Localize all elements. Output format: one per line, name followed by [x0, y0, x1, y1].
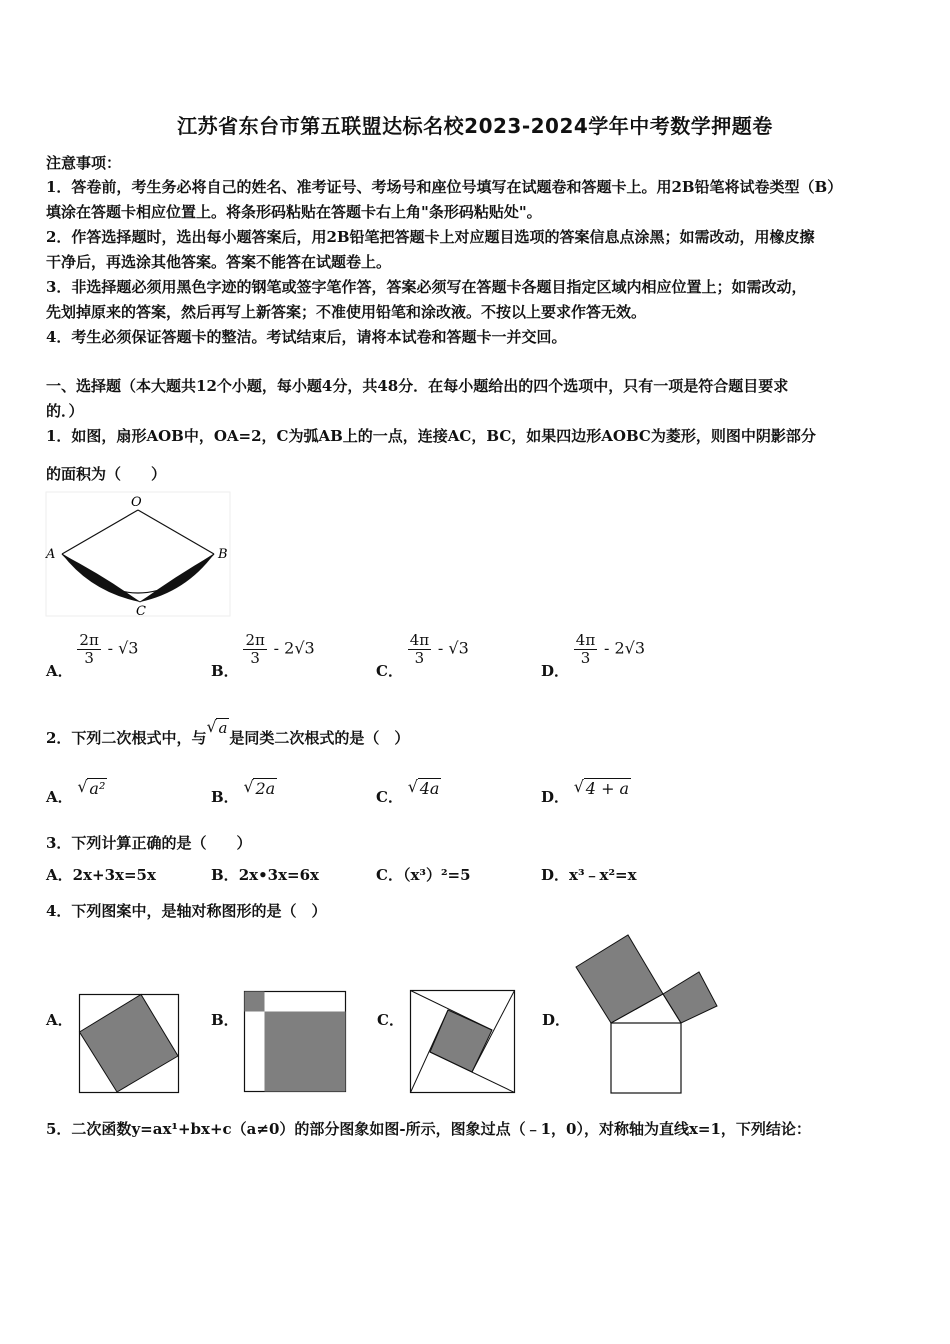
q2-option-a-radicand: a² [89, 779, 106, 798]
notice-line-7: 4．考生必须保证答题卡的整洁。考试结束后，请将本试卷和答题卡一并交回。 [46, 328, 567, 346]
q4-option-d-label[interactable]: D． [542, 1011, 571, 1029]
q2-option-d-label: D． [541, 788, 570, 806]
q3-option-d[interactable] [541, 864, 637, 885]
q1-option-a-rest: - √3 [107, 638, 139, 658]
q1-option-b-numerator: 2π [245, 631, 265, 649]
notice-line-1: 1．答卷前，考生务必将自己的姓名、准考证号、考场号和座位号填写在试题卷和答题卡上。用2B铅笔将试卷类型（B） [46, 178, 843, 196]
q4-option-b-label[interactable]: B． [211, 1011, 239, 1029]
q1-segment-ac [62, 554, 140, 602]
q4-d-right-square [663, 972, 717, 1023]
q4-a-tilted-square [80, 995, 179, 1093]
q1-stem-line-2: 的面积为（ ） [46, 465, 167, 483]
q4-option-a-label[interactable]: A． [46, 1011, 73, 1029]
q3-option-d-text: x³﹣x²=x [569, 866, 637, 884]
q1-option-b[interactable] [211, 631, 315, 680]
q4-b-large-rect [265, 1012, 346, 1092]
q4-b-small-square [245, 992, 265, 1012]
q1-arc-ab [62, 554, 214, 593]
q2-stem [46, 719, 906, 751]
q1-option-a-numerator: 2π [79, 631, 99, 649]
q2-stem-radicand: a [218, 719, 228, 737]
q1-segment-bc [140, 554, 214, 602]
q1-segment-ob [138, 510, 214, 554]
q2-option-b-radicand: 2a [255, 779, 276, 798]
q3-option-d-label: D． [541, 866, 570, 884]
q1-label-b: B [218, 547, 228, 562]
q1-stem-line-1: 1．如图，扇形AOB中，OA=2，C为弧AB上的一点，连接AC，BC，如果四边形AOBC为菱形，则图中阴影部分 [46, 427, 816, 445]
notice-line-5: 3．非选择题必须用黑色字迹的钢笔或签字笔作答，答案必须写在答题卡各题目指定区域内相应位置上；如需改动， [46, 278, 807, 296]
q1-segment-oa [62, 510, 138, 554]
notice-line-2: 填涂在答题卡相应位置上。将条形码粘贴在答题卡右上角"条形码粘贴处"。 [46, 203, 542, 221]
q1-option-a-denominator: 3 [84, 649, 94, 667]
q1-label-a: A [46, 547, 56, 562]
q3-option-c-label: C． [376, 866, 403, 884]
q1-option-d[interactable] [541, 631, 646, 680]
q1-option-a-label: A． [46, 661, 73, 680]
q4-stem: 4．下列图案中，是轴对称图形的是（ ） [46, 902, 327, 920]
q2-option-d-radicand: 4 + a [585, 779, 630, 798]
q5-stem: 5．二次函数y=ax¹+bx+c（a≠0）的部分图象如图-所示，图象过点（﹣1，0），对称轴为直线x=1，下列结论： [46, 1120, 811, 1138]
q1-option-d-rest: - 2√3 [603, 638, 646, 658]
q1-option-d-denominator: 3 [580, 649, 591, 667]
q1-option-c[interactable] [376, 631, 469, 680]
section-heading-line-2: 的．） [46, 402, 84, 420]
q2-options [46, 778, 906, 808]
q2-option-b-label: B． [211, 788, 239, 806]
q1-label-c: C [136, 604, 146, 619]
q1-option-c-numerator: 4π [409, 631, 430, 649]
q2-option-c-label: C． [376, 788, 403, 806]
q4-c-inner-square [430, 1010, 492, 1072]
q1-option-c-denominator: 3 [414, 649, 425, 667]
q1-option-b-label: B． [211, 661, 239, 680]
q3-options [46, 864, 906, 889]
q3-option-a-text: 2x+3x=5x [72, 866, 156, 884]
q1-label-o: O [131, 495, 142, 510]
q4-d-left-square [576, 935, 663, 1023]
q4-figure-c[interactable] [410, 990, 516, 1094]
q2-option-a-label: A． [46, 788, 73, 806]
q3-option-b-text: 2x•3x=6x [238, 866, 319, 884]
q1-option-b-rest: - 2√3 [273, 638, 315, 658]
section-heading-line-1: 一、选择题（本大题共12个小题，每小题4分，共48分．在每小题给出的四个选项中，只有一项是符合题目要求 [46, 377, 789, 395]
q3-option-c-text: （x³）²=5 [402, 866, 471, 884]
q2-option-d[interactable] [541, 778, 631, 806]
q1-option-c-label: C． [376, 661, 403, 680]
q1-option-d-label: D． [541, 661, 570, 680]
q2-option-c-radicand: 4a [419, 779, 440, 798]
notice-line-4: 干净后，再选涂其他答案。答案不能答在试题卷上。 [46, 253, 392, 271]
q4-option-c-label[interactable]: C． [377, 1011, 404, 1029]
q1-sector-figure [46, 492, 231, 617]
q4-figure-a[interactable] [79, 994, 180, 1094]
q2-stem-before: 2．下列二次根式中，与 [46, 729, 207, 747]
notice-line-6: 先划掉原来的答案，然后再写上新答案；不准使用铅笔和涂改液。不按以上要求作答无效。 [46, 303, 647, 321]
q1-option-c-rest: - √3 [437, 638, 469, 658]
q3-stem: 3．下列计算正确的是（ ） [46, 834, 252, 852]
q4-figure-b[interactable] [244, 991, 347, 1093]
q2-stem-after: 是同类二次根式的是（ ） [229, 729, 410, 747]
q3-option-c[interactable] [376, 864, 471, 885]
q3-option-a[interactable] [46, 864, 156, 885]
q2-option-c[interactable] [376, 778, 441, 806]
page-title: 江苏省东台市第五联盟达标名校2023-2024学年中考数学押题卷 [177, 114, 773, 138]
q3-option-a-label: A． [46, 866, 73, 884]
q1-option-d-numerator: 4π [575, 631, 596, 649]
notice-heading: 注意事项： [46, 154, 122, 172]
q2-option-b[interactable] [211, 778, 277, 806]
q4-d-bottom-square [611, 1023, 681, 1093]
q1-options [46, 632, 906, 678]
q1-option-b-denominator: 3 [250, 649, 260, 667]
q4-figure-d[interactable] [575, 934, 720, 1096]
q3-option-b[interactable] [211, 864, 319, 885]
notice-line-3: 2．作答选择题时，选出每小题答案后，用2B铅笔把答题卡上对应题目选项的答案信息点涂黑；如需改动，用橡皮擦 [46, 228, 815, 246]
q1-option-a[interactable] [46, 631, 139, 680]
q3-option-b-label: B． [211, 866, 239, 884]
q2-option-a[interactable] [46, 778, 107, 806]
q2-stem-radical [206, 716, 229, 741]
